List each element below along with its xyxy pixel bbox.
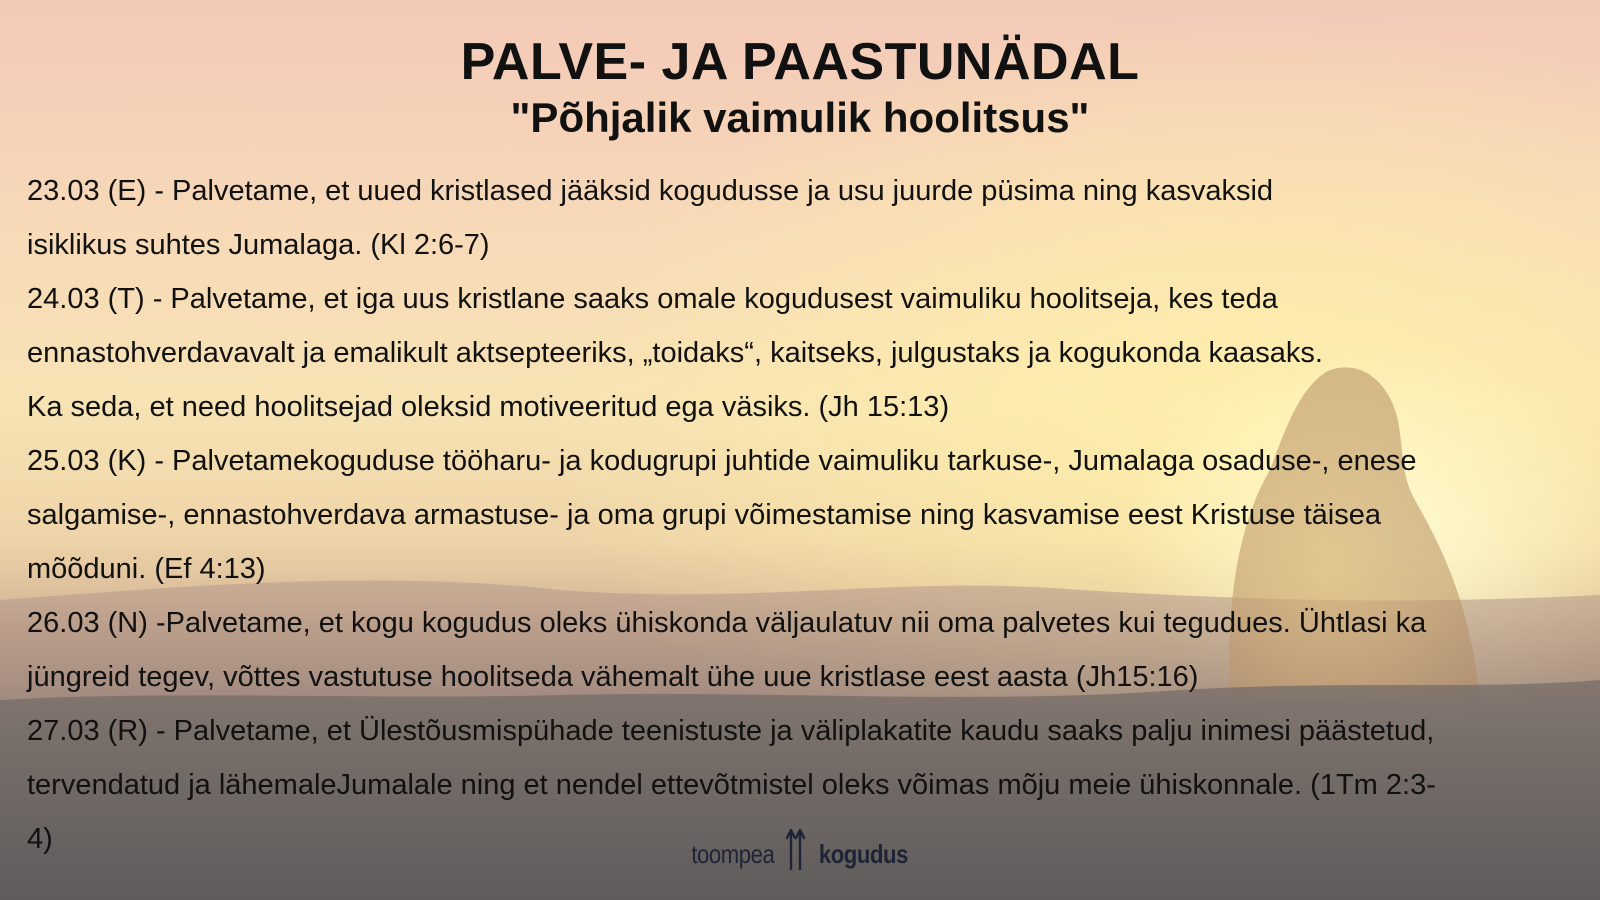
entry-line: 4) (27, 823, 53, 855)
entry-line: ennastohverdavavalt ja emalikult aktsepteeriks, „toidaks“, kaitseks, julgustaks ja kogukonda kaasaks. (27, 337, 1323, 369)
entry-line: 27.03 (R) - Palvetame, et Ülestõusmispühade teenistuste ja väliplakatite kaudu saaks palju inimesi päästetud, (27, 715, 1435, 747)
entry-line: jüngreid tegev, võttes vastutuse hoolitseda vähemalt ühe uue kristlase eest aasta (Jh15:16) (27, 661, 1199, 693)
logo-word-kogudus: kogudus (819, 839, 909, 869)
prayer-entry-2503 (27, 434, 1597, 596)
entry-line: 24.03 (T) - Palvetame, et iga uus kristlane saaks omale kogudusest vaimuliku hoolitseja, kes teda (27, 283, 1278, 315)
logo-word-toompea: toompea (691, 839, 775, 869)
entry-line: mõõduni. (Ef 4:13) (27, 553, 266, 585)
prayer-entry-2603 (27, 596, 1597, 704)
page-title: PALVE- JA PAASTUNÄDAL (460, 33, 1140, 91)
toompea-kogudus-logo (0, 826, 1600, 870)
page-subtitle: "Põhjalik vaimulik hoolitsus" (510, 94, 1090, 141)
entry-line: tervendatud ja lähemaleJumalale ning et nendel ettevõtmistel oleks võimas mõju meie ühiskonnale. (1Tm 2:3- (27, 769, 1436, 801)
entry-line: 23.03 (E) - Palvetame, et uued kristlased jääksid kogudusse ja usu juurde püsima ning kasvaksid (27, 175, 1274, 207)
entry-line: salgamise-, ennastohverdava armastuse- ja oma grupi võimestamise ning kasvamise eest Kristuse täisea (27, 499, 1381, 531)
prayer-schedule-list (27, 164, 1597, 866)
entry-line: 26.03 (N) -Palvetame, et kogu kogudus oleks ühiskonda väljaulatuv nii oma palvetes kui tegudues. Ühtlasi ka (27, 607, 1427, 639)
double-arrow-up-icon (785, 826, 807, 870)
entry-line: Ka seda, et need hoolitsejad oleksid motiveeritud ega väsiks. (Jh 15:13) (27, 391, 950, 423)
prayer-entry-2303 (27, 164, 1597, 272)
prayer-entry-2403 (27, 272, 1597, 434)
entry-line: isiklikus suhtes Jumalaga. (Kl 2:6-7) (27, 229, 490, 261)
entry-line: 25.03 (K) - Palvetamekoguduse tööharu- ja kodugrupi juhtide vaimuliku tarkuse-, Jumalaga osaduse-, enese (27, 445, 1417, 477)
